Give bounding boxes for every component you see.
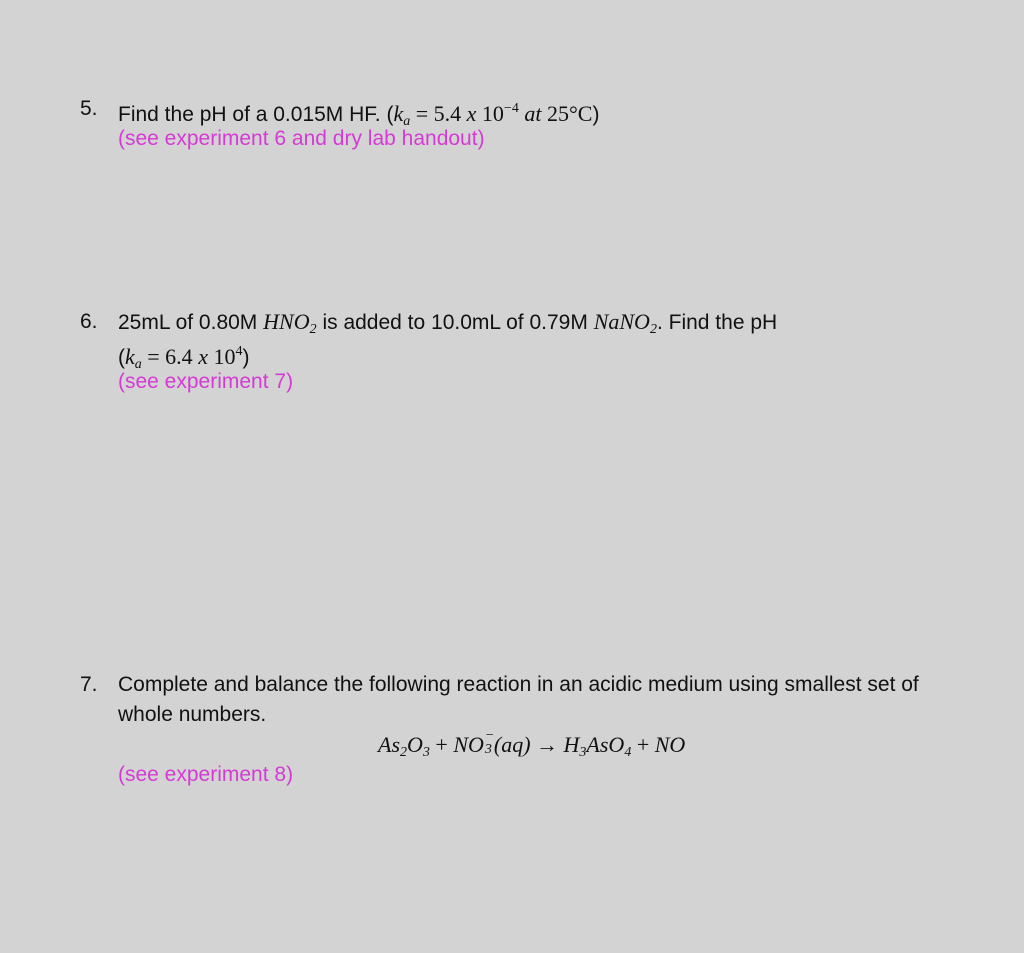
plus-sign: + (636, 732, 650, 757)
question-number: 7. (80, 673, 98, 696)
experiment-note: (see experiment 6 and dry lab handout) (118, 127, 485, 150)
product-1-sub2: 4 (624, 745, 632, 760)
product-1-aso: AsO (586, 732, 625, 757)
question-text-part1: 25mL of 0.80M (118, 311, 258, 334)
ka-value: = 6.4 (147, 344, 193, 369)
reactant-1-sub2: 3 (422, 745, 430, 760)
temperature: 25°C (546, 101, 593, 126)
acid-name: HNO (263, 309, 310, 334)
ka-value: = 5.4 (415, 101, 462, 126)
ka-open-paren: ( (118, 346, 125, 369)
reactant-2-no: NO (453, 732, 484, 757)
reactant-1-o: O (407, 732, 423, 757)
question-number: 5. (80, 97, 98, 120)
salt-formula (593, 309, 657, 337)
product-1 (563, 732, 632, 760)
ka-symbol: k (393, 101, 404, 126)
times-symbol: x (198, 344, 208, 369)
reactant-2-state: (aq) (493, 732, 531, 757)
reactant-1 (378, 732, 430, 760)
experiment-note: (see experiment 7) (118, 370, 294, 393)
at-word: at (524, 101, 542, 126)
product-1-h: H (563, 732, 580, 757)
ka-expression (125, 344, 243, 372)
question-text-start: Find the pH of a 0.015M HF. ( (118, 103, 394, 126)
question-text-part2: is added to 10.0mL of 0.79M (322, 311, 588, 334)
acid-subscript: 2 (309, 322, 317, 337)
question-text-part3: . Find the pH (656, 311, 778, 334)
reactant-1-as: As (378, 732, 400, 757)
ka-expression (393, 101, 593, 129)
ka-subscript: a (403, 114, 411, 129)
ka-base: 10 (213, 344, 236, 369)
question-text-end: ) (592, 103, 600, 126)
ka-exponent: 4 (235, 344, 243, 359)
ka-base: 10 (481, 101, 504, 126)
reaction-arrow: → (536, 732, 559, 757)
ka-exponent: −4 (503, 101, 519, 116)
ka-symbol: k (125, 344, 135, 369)
product-2: NO (654, 732, 686, 757)
question-text-line2: whole numbers. (118, 703, 267, 726)
acid-formula (263, 309, 317, 337)
reactant-2-scripts (484, 728, 495, 757)
reactant-2 (453, 728, 531, 757)
ka-subscript: a (134, 357, 142, 372)
reaction-equation (378, 728, 686, 767)
salt-subscript: 2 (649, 322, 657, 337)
plus-sign: + (435, 732, 448, 757)
ka-close-paren: ) (242, 346, 250, 369)
product-1-sub1: 3 (579, 745, 587, 760)
salt-name: NaNO (593, 309, 650, 334)
reactant-2-charge: − (484, 728, 495, 743)
reactant-2-sub: 3 (484, 742, 492, 757)
question-text-line1: Complete and balance the following reaction in an acidic medium using smallest set of (118, 673, 919, 696)
question-number: 6. (80, 310, 98, 333)
times-symbol: x (466, 101, 477, 126)
reactant-1-sub1: 2 (400, 745, 407, 760)
experiment-note: (see experiment 8) (118, 763, 294, 786)
